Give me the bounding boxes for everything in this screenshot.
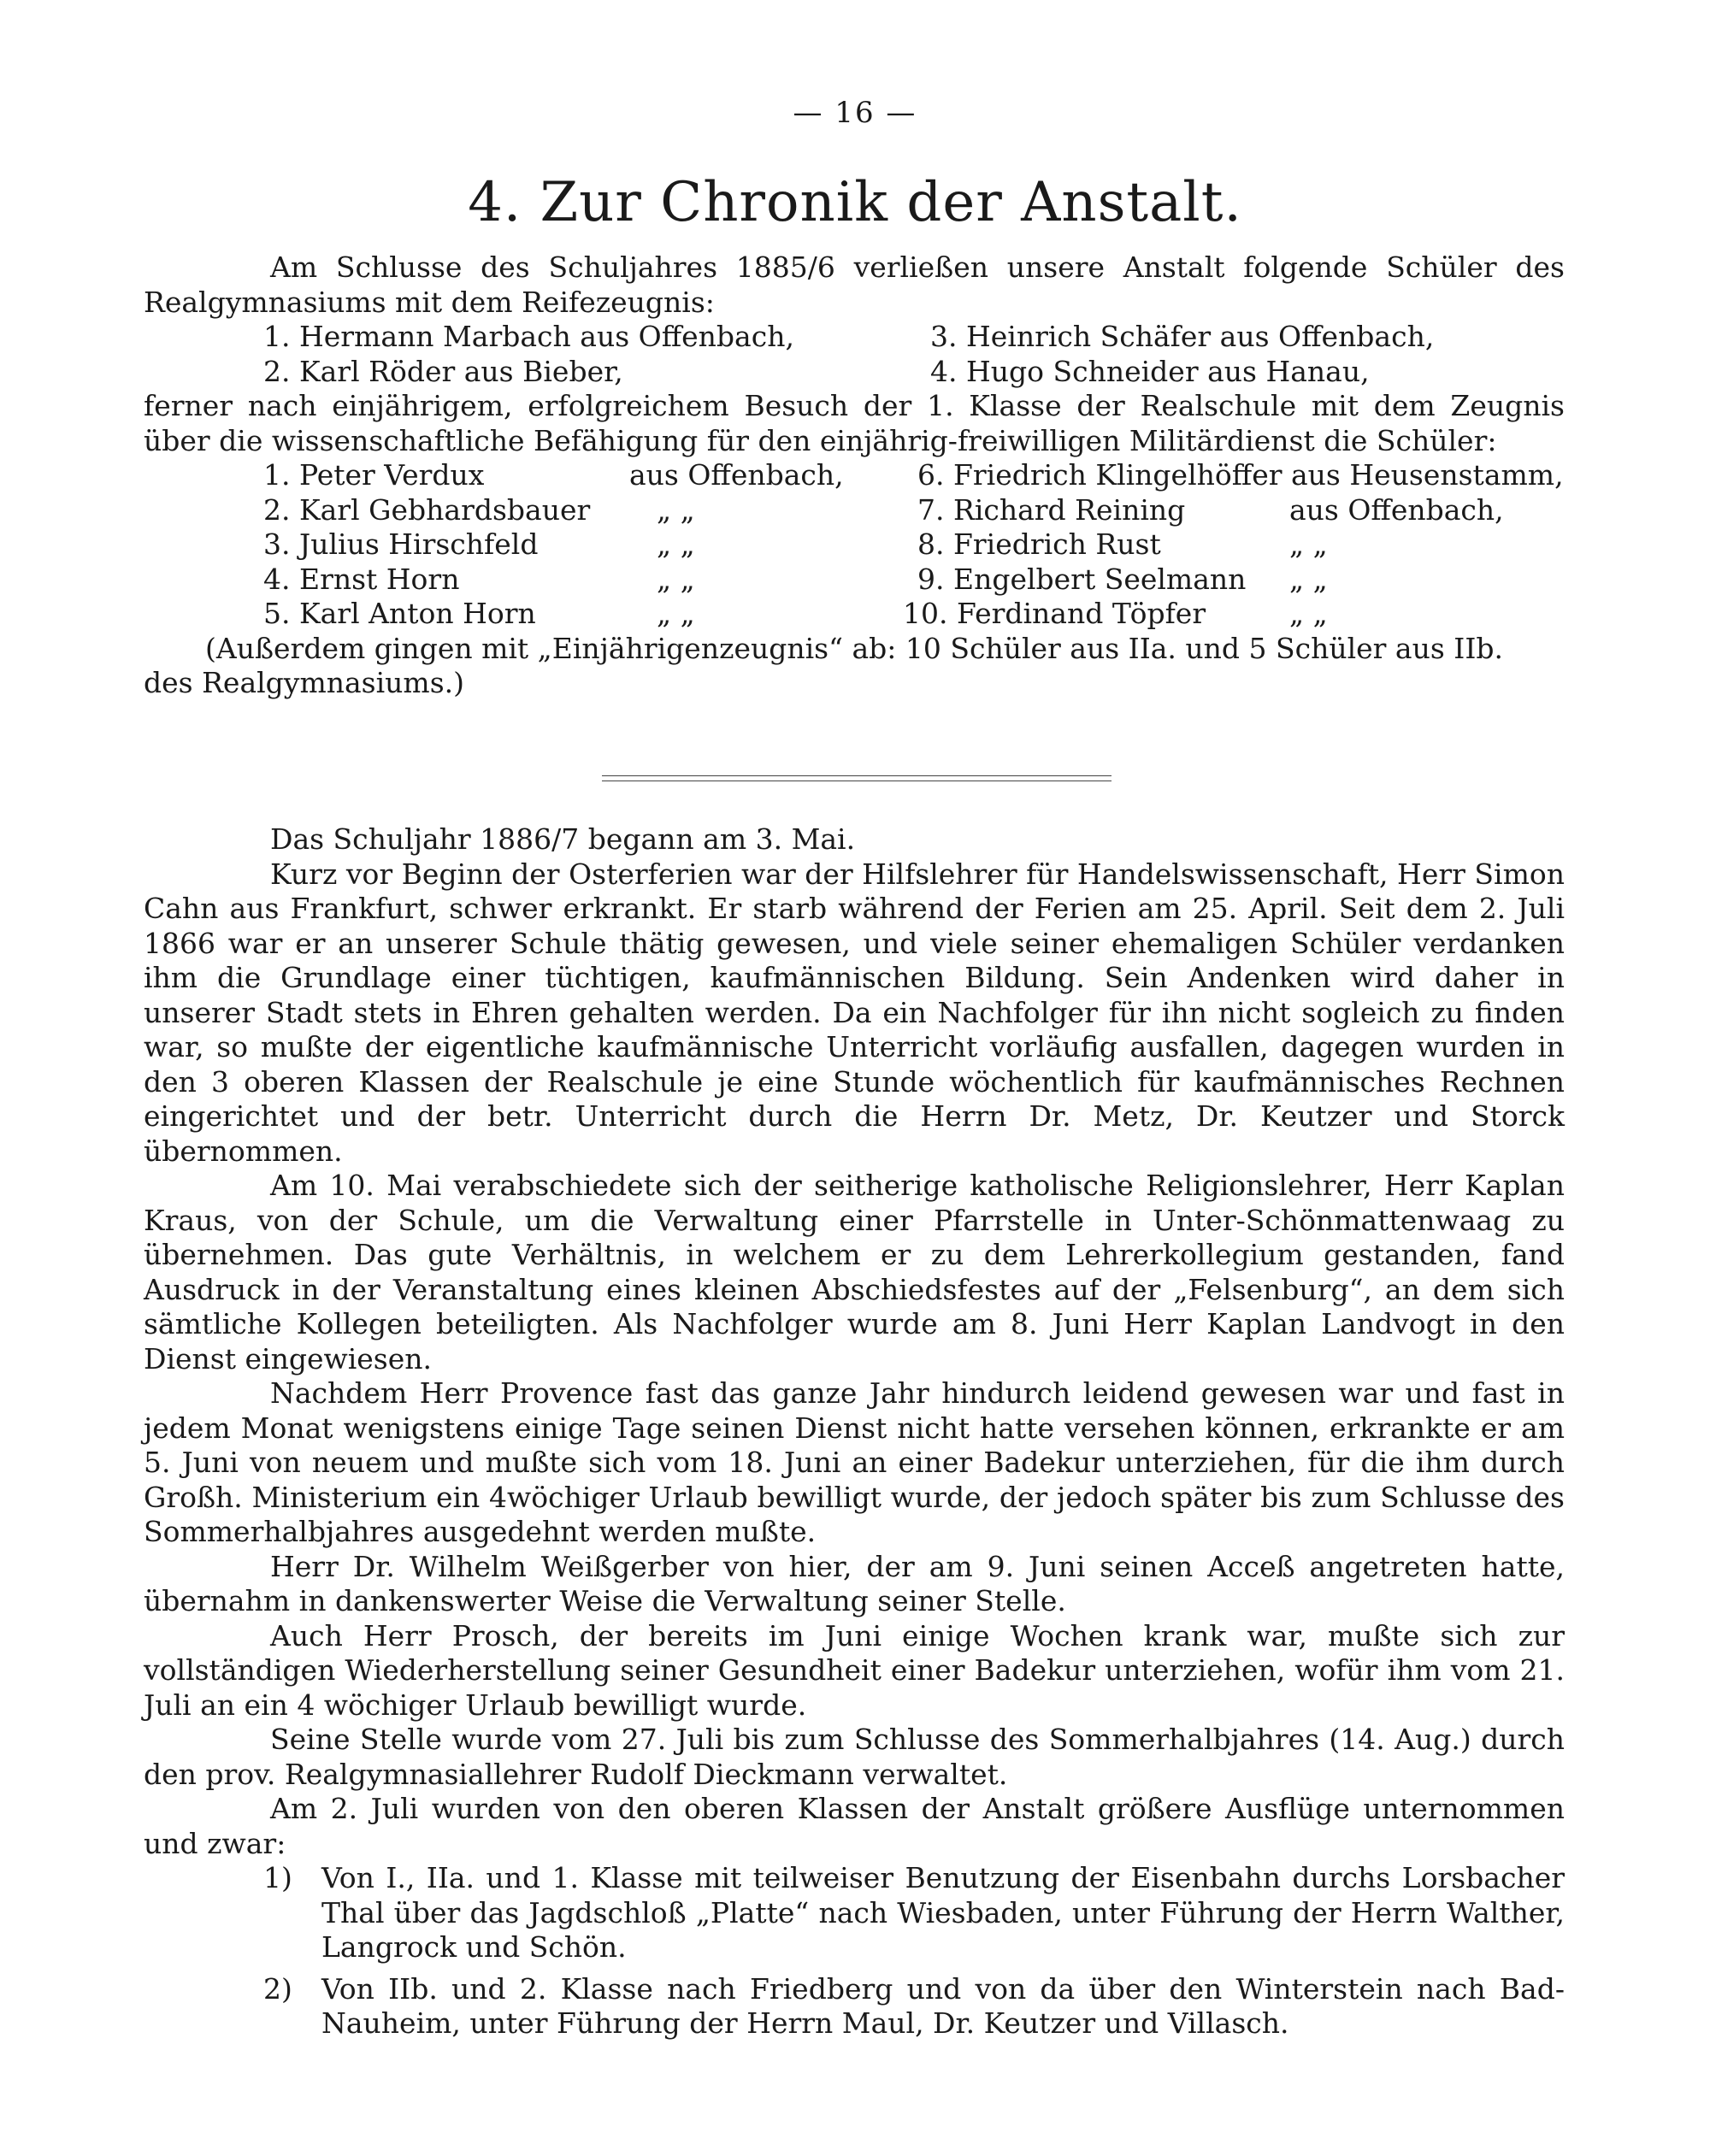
item-number: 1) (263, 1861, 292, 1894)
student-row (144, 493, 1565, 528)
ditto-marks: „ „ (1289, 597, 1328, 630)
ditto-marks: „ „ (657, 527, 695, 561)
student-name: 9. Engelbert Seelmann (917, 562, 1247, 596)
paragraph: Nachdem Herr Provence fast das ganze Jahr hindurch leidend gewesen war und fast in jedem Monat wenigstens einige Tage seinen Dienst nicht hatte versehen können, erkrankte er am 5. Juni von neuem und mußte sich vom 18. Juni an einer Badekur unterziehen, für die ihm durch Großh. Ministerium ein 4wöchiger Urlaub bewilligt wurde, der jedoch später bis zum Schlusse des Sommerhalbjahres ausgedehnt werden mußte. (144, 1376, 1565, 1548)
paragraph: Seine Stelle wurde vom 27. Juli bis zum Schlusse des Sommerhalbjahres (14. Aug.) durch den prov. Realgymnasiallehrer Rudolf Dieckmann verwaltet. (144, 1723, 1565, 1791)
chronicle-section (144, 822, 1565, 2041)
graduate-row (144, 320, 1565, 355)
item-number: 2) (263, 1971, 292, 2006)
graduate-entry: 4. Hugo Schneider aus Hanau, (930, 354, 1370, 388)
graduate-entry: 2. Karl Röder aus Bieber, (263, 354, 623, 388)
additional-note-end: des Realgymnasiums.) (144, 666, 465, 699)
graduate-entry: 3. Heinrich Schäfer aus Offenbach, (930, 320, 1435, 353)
one-year-intro: ferner nach einjährigem, erfolgreichem Besuch der 1. Klasse der Realschule mit dem Zeugnis über die wissenschaftliche Befähigung für den einjährig-freiwilligen Militärdienst die Schüler: (144, 389, 1565, 457)
student-name: 6. Friedrich Klingelhöffer aus Heusenstamm, (917, 458, 1564, 492)
ditto-marks: „ „ (657, 597, 695, 630)
student-name: 7. Richard Reining (917, 492, 1186, 527)
item-text: Von IIb. und 2. Klasse nach Friedberg und von da über den Winterstein nach Bad-Nauheim, unter Führung der Herrn Maul, Dr. Keutzer und Villasch. (321, 1971, 1565, 2040)
student-name: 4. Ernst Horn (263, 562, 460, 596)
item-text: Von I., IIa. und 1. Klasse mit teilweiser Benutzung der Eisenbahn durchs Lorsbacher Thal über das Jagdschloß „Platte“ nach Wiesbaden, unter Führung der Herrn Walther, Langrock und Schön. (321, 1861, 1565, 1964)
page-number: — 16 — (793, 96, 917, 130)
student-name: 1. Peter Verdux (263, 458, 485, 492)
ditto-marks: „ „ (1289, 562, 1328, 596)
graduate-row (144, 355, 1565, 390)
additional-note: (Außerdem gingen mit „Einjährigenzeugnis“ ab: 10 Schüler aus IIa. und 5 Schüler aus IIb. (205, 631, 1503, 665)
student-row (144, 597, 1565, 632)
student-name: 5. Karl Anton Horn (263, 597, 536, 630)
excursion-item (144, 1861, 1565, 1965)
paragraph: Am 2. Juli wurden von den oberen Klassen der Anstalt größere Ausflüge unternommen und zwar: (144, 1792, 1565, 1860)
student-name: 2. Karl Gebhardsbauer (263, 492, 591, 527)
ditto-marks: „ „ (657, 562, 695, 596)
student-place: aus Offenbach, (1289, 492, 1504, 527)
section-divider (602, 775, 1112, 781)
student-place: aus Offenbach, (629, 458, 844, 492)
paragraph: Am 10. Mai verabschiedete sich der seitherige katholische Religionslehrer, Herr Kaplan Kraus, von der Schule, um die Verwaltung einer Pfarrstelle in Unter-Schönmattenwaag zu übernehmen. Das gute Verhältnis, in welchem er zu dem Lehrerkollegium gestanden, fand Ausdruck in der Veranstaltung eines kleinen Abschiedsfestes auf der „Felsenburg“, an dem sich sämtliche Kollegen beteiligten. Als Nachfolger wurde am 8. Juni Herr Kaplan Landvogt in den Dienst eingewiesen. (144, 1169, 1565, 1375)
excursion-item (144, 1972, 1565, 2041)
paragraph: Kurz vor Beginn der Osterferien war der Hilfslehrer für Handelswissenschaft, Herr Simon Cahn aus Frankfurt, schwer erkrankt. Er starb während der Ferien am 25. April. Seit dem 2. Juli 1866 war er an unserer Schule thätig gewesen, und viele seiner ehemaligen Schüler verdanken ihm die Grundlage einer tüchtigen, kaufmännischen Bildung. Sein Andenken wird daher in unserer Stadt stets in Ehren gehalten werden. Da ein Nachfolger für ihn nicht sogleich zu finden war, so mußte der eigentliche kaufmännische Unterricht vorläufig ausfallen, dagegen wurden in den 3 oberen Klassen der Realschule je eine Stunde wöchentlich für kaufmännisches Rechnen eingerichtet und der betr. Unterricht durch die Herrn Dr. Metz, Dr. Keutzer und Storck übernommen. (144, 857, 1565, 1168)
student-row (144, 458, 1565, 493)
graduates-intro: Am Schlusse des Schuljahres 1885/6 verließen unsere Anstalt folgende Schüler des Realgymnasiums mit dem Reifezeugnis: (144, 250, 1565, 319)
paragraph: Herr Dr. Wilhelm Weißgerber von hier, der am 9. Juni seinen Accеß angetreten hatte, übernahm in dankenswerter Weise die Verwaltung seiner Stelle. (144, 1549, 1565, 1617)
graduates-section (144, 250, 1565, 701)
paragraph: Auch Herr Prosch, der bereits im Juni einige Wochen krank war, mußte sich zur vollständigen Wiederherstellung seiner Gesundheit einer Badekur unterziehen, wofür ihm vom 21. Juli an ein 4 wöchiger Urlaub bewilligt wurde. (144, 1618, 1565, 1722)
graduate-entry: 1. Hermann Marbach aus Offenbach, (263, 320, 794, 353)
student-name: 3. Julius Hirschfeld (263, 527, 539, 561)
ditto-marks: „ „ (1289, 527, 1328, 561)
student-name: 10. Ferdinand Töpfer (903, 597, 1206, 630)
ditto-marks: „ „ (657, 492, 695, 527)
student-row (144, 563, 1565, 598)
paragraph: Das Schuljahr 1886/7 begann am 3. Mai. (270, 822, 856, 856)
student-row (144, 527, 1565, 563)
student-name: 8. Friedrich Rust (917, 527, 1161, 561)
page-title: 4. Zur Chronik der Anstalt. (468, 171, 1242, 234)
